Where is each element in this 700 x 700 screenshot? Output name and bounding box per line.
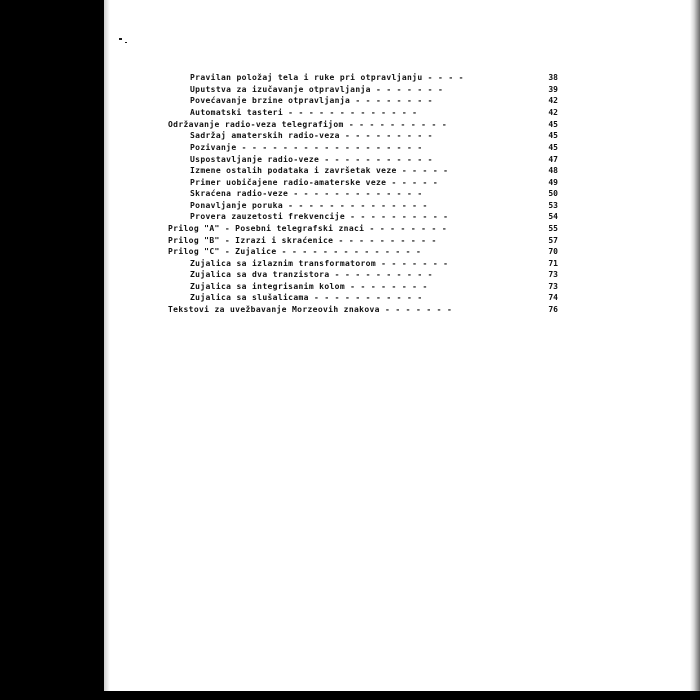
- toc-entry-title: Skraćena radio-veze: [190, 189, 289, 198]
- toc-entry-title: Prilog "C" - Zujalice: [168, 247, 277, 256]
- toc-entry-title: Ponavljanje poruka: [190, 201, 283, 210]
- toc-leader: - - - - - - - - - - - - - -: [276, 247, 422, 256]
- toc-page-number: 38: [548, 73, 558, 82]
- toc-leader: - - - - - - - - - -: [329, 270, 433, 279]
- toc-page-number: 53: [548, 201, 558, 210]
- toc-leader: - - - - - - - - -: [339, 131, 433, 140]
- toc-entry-title: Prilog "A" - Posebni telegrafski znaci: [168, 224, 365, 233]
- toc-entry: [190, 211, 448, 222]
- toc-entry: [190, 177, 438, 188]
- toc-entry-title: Prilog "B" - Izrazi i skraćenice: [168, 236, 334, 245]
- toc-entry: [190, 130, 433, 141]
- toc-entry-title: Tekstovi za uvežbavanje Morzeovih znakova: [168, 305, 380, 314]
- toc-page-number: 54: [548, 212, 558, 221]
- toc-page-number: 71: [548, 259, 558, 268]
- toc-entry: [190, 95, 433, 106]
- toc-leader: - - - - - - -: [379, 305, 453, 314]
- toc-entry-title: Izmene ostalih podataka i završetak veze: [190, 166, 397, 175]
- toc-page-number: 45: [548, 143, 558, 152]
- toc-leader: - - - - - - - -: [364, 224, 447, 233]
- toc-entry: [168, 119, 447, 130]
- toc-entry: [190, 292, 423, 303]
- toc-page-number: 55: [548, 224, 558, 233]
- toc-entry-title: Provera zauzetosti frekvencije: [190, 212, 345, 221]
- toc-leader: - - - - - - - - - - -: [308, 293, 423, 302]
- toc-entry-title: Pozivanje: [190, 143, 237, 152]
- toc-entry: [190, 107, 417, 118]
- toc-page-number: 49: [548, 178, 558, 187]
- toc-leader: - - - - - - - -: [345, 282, 428, 291]
- toc-entry: [190, 269, 433, 280]
- toc-page-number: 76: [548, 305, 558, 314]
- toc-leader: - - - - - - - - - - - - - -: [283, 201, 428, 210]
- toc-entry: [168, 304, 452, 315]
- toc-entry-title: Povećavanje brzine otpravljanja: [190, 96, 351, 105]
- toc-entry-title: Zujalica sa dva tranzistora: [190, 270, 330, 279]
- toc-page-number: 48: [548, 166, 558, 175]
- toc-page-number: 42: [548, 108, 558, 117]
- toc-page-number: 74: [548, 293, 558, 302]
- toc-page-number: 57: [548, 236, 558, 245]
- toc-entry: [190, 200, 428, 211]
- toc-leader: - - - - - - - - - -: [345, 212, 449, 221]
- toc-leader: - - - - - - - - - - - - -: [283, 108, 418, 117]
- toc-leader: - - - - - - - -: [350, 96, 433, 105]
- toc-entry: [190, 142, 423, 153]
- toc-entry-title: Primer uobičajene radio-amaterske veze: [190, 178, 387, 187]
- toc-entry: [168, 223, 447, 234]
- toc-entry-title: Uputstva za izučavanje otpravljanja: [190, 85, 371, 94]
- toc-page-number: 45: [548, 120, 558, 129]
- toc-page-number: 50: [548, 189, 558, 198]
- toc-leader: - - - -: [422, 73, 464, 82]
- toc-entry: [190, 188, 423, 199]
- toc-entry: [190, 154, 433, 165]
- toc-entry-title: Zujalica sa integrisanim kolom: [190, 282, 345, 291]
- toc-entry-title: Zujalica sa izlaznim transformatorom: [190, 259, 376, 268]
- toc-entry-title: Uspostavljanje radio-veze: [190, 155, 320, 164]
- toc-leader: - - - - -: [386, 178, 438, 187]
- toc-entry: [168, 246, 421, 257]
- toc-leader: - - - - - - - - - - - - - - - - - -: [236, 143, 423, 152]
- toc-page-number: 73: [548, 270, 558, 279]
- toc-leader: - - - - -: [396, 166, 449, 175]
- toc-entry: [168, 235, 437, 246]
- toc-leader: - - - - - - -: [370, 85, 444, 94]
- toc-entry: [190, 165, 448, 176]
- toc-entry-title: Zujalica sa slušalicama: [190, 293, 309, 302]
- toc-entry: [190, 281, 428, 292]
- toc-page-number: 39: [548, 85, 558, 94]
- toc-entry: [190, 72, 464, 83]
- toc-leader: - - - - - - - - - - - - -: [288, 189, 423, 198]
- toc-entry-title: Sadržaj amaterskih radio-veza: [190, 131, 340, 140]
- toc-entry-title: Automatski tasteri: [190, 108, 283, 117]
- toc-entry: [190, 84, 443, 95]
- toc-page-number: 70: [548, 247, 558, 256]
- toc-leader: - - - - - - -: [376, 259, 449, 268]
- toc-leader: - - - - - - - - - -: [343, 120, 447, 129]
- toc-entry: [190, 258, 448, 269]
- toc-entry-title: Pravilan položaj tela i ruke pri otpravljanju: [190, 73, 423, 82]
- toc-page-number: 47: [548, 155, 558, 164]
- toc-leader: - - - - - - - - - -: [333, 236, 437, 245]
- toc-page-number: 45: [548, 131, 558, 140]
- toc-leader: - - - - - - - - - - -: [319, 155, 433, 164]
- toc-page-number: 42: [548, 96, 558, 105]
- toc-page-number: 73: [548, 282, 558, 291]
- toc-entry-title: Održavanje radio-veza telegrafijom: [168, 120, 344, 129]
